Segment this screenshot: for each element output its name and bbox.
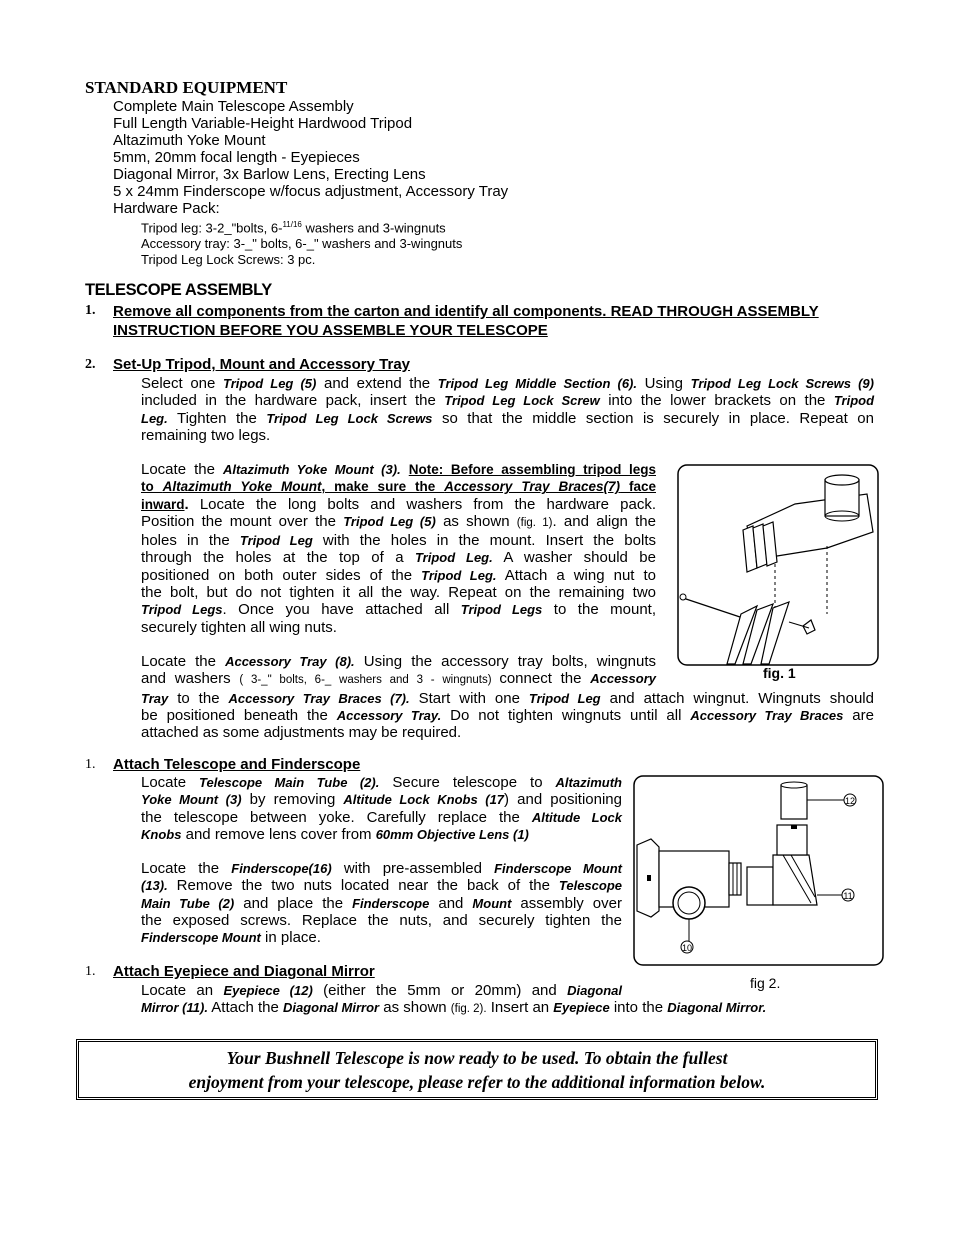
text: Tripod leg: 3-2_"bolts, 6-	[141, 220, 283, 236]
text-line: and washers ( 3-_" bolts, 6-_ washers and 3 - wingnuts) connect the Accessory	[141, 670, 656, 688]
text-line: inward. Locate the long bolts and washers from the hardware pack.	[141, 495, 656, 513]
text-line: securely tighten all wing nuts.	[141, 618, 337, 636]
list-item: Full Length Variable-Height Hardwood Tripod	[113, 115, 413, 132]
text-line: through the holes at the top of a Tripod Leg. A washer should be	[141, 549, 656, 567]
text-line: Select one Tripod Leg (5) and extend the Tripod Leg Middle Section (6). Using Tripod Leg Lock Screws (9)	[141, 375, 874, 392]
figure-1	[677, 464, 879, 666]
equipment-list	[113, 98, 508, 217]
step-number: 1.	[85, 964, 96, 979]
list-item: Complete Main Telescope Assembly	[113, 98, 354, 115]
callout-label: 10	[681, 943, 693, 953]
diagonal-eyepiece-illustration	[633, 775, 884, 966]
list-item: Altazimuth Yoke Mount	[113, 132, 266, 149]
text-line: Locate the Altazimuth Yoke Mount (3). Note: Before assembling tripod legs	[141, 461, 656, 478]
step-3-title: Attach Telescope and Finderscope	[113, 756, 361, 773]
text-line: Yoke Mount (3) by removing Altitude Lock Knobs (17) and positioning	[141, 791, 622, 809]
mount-paragraph	[141, 461, 656, 636]
figure-1-caption: fig. 1	[763, 665, 796, 681]
telescope-assembly-heading: TELESCOPE ASSEMBLY	[85, 281, 272, 299]
text-line: included in the hardware pack, insert the Tripod Leg Lock Screw into the lower brackets on the Tripod	[141, 392, 875, 410]
text-line: Knobs and remove lens cover from 60mm Objective Lens (1)	[141, 825, 529, 843]
text-line: the bolt, but do not tighten it all the way. Repeat on the remaining two	[141, 584, 656, 602]
standard-equipment-heading: STANDARD EQUIPMENT	[85, 78, 288, 97]
text: washers and 3-wingnuts	[301, 220, 446, 236]
text-line: INSTRUCTION BEFORE YOU ASSEMBLE YOUR TELESCOPE	[113, 322, 548, 339]
figure-2	[633, 775, 884, 966]
text-line: Mirror (11). Attach the Diagonal Mirror as shown (fig. 2). Insert an Eyepiece into the Diagonal Mirror.	[141, 999, 767, 1017]
banner-line: Your Bushnell Telescope is now ready to be used. To obtain the fullest	[226, 1048, 728, 1068]
text-line: Locate the Finderscope(16) with pre-assembled Finderscope Mount	[141, 860, 622, 877]
step-number: 1.	[85, 757, 96, 772]
figure-2-caption: fig 2.	[750, 975, 781, 991]
text-line: Remove all components from the carton and identify all components. READ THROUGH ASSEMBLY	[113, 303, 819, 320]
list-item: Diagonal Mirror, 3x Barlow Lens, Erecting Lens	[113, 166, 426, 183]
text-line: Tripod Legs. Once you have attached all Tripod Legs to the mount,	[141, 601, 657, 619]
callout-label: 11	[843, 891, 853, 901]
banner-line: enjoyment from your telescope, please refer to the additional information below.	[188, 1072, 766, 1092]
eyepiece-paragraph	[141, 982, 874, 1019]
tripod-paragraph	[141, 375, 874, 444]
text-line: be positioned beneath the Accessory Tray. Do not tighten wingnuts until all Accessory Tray Braces are	[141, 706, 874, 724]
telescope-paragraph	[141, 774, 622, 843]
text-line: holes in the Tripod Leg with the holes in the mount. Insert the bolts	[141, 532, 656, 550]
text-line: remaining two legs.	[141, 426, 271, 444]
text-line: the exposed screws. Replace the nuts, and securely tighten the	[141, 911, 622, 929]
text-line: the telescope between yoke. Carefully replace the Altitude Lock	[141, 808, 622, 826]
step-number: 1.	[85, 303, 96, 318]
text-line: positioned on both outer sides of the Tripod Leg. Attach a wing nut to	[141, 566, 656, 584]
list-item: Accessory tray: 3-_" bolts, 6-_" washers and 3-wingnuts	[141, 236, 463, 252]
accessory-tray-paragraph	[141, 653, 874, 741]
fraction: 11/16	[282, 220, 302, 229]
list-item	[141, 217, 462, 236]
list-item: Hardware Pack:	[113, 200, 220, 217]
text-line: Position the mount over the Tripod Leg (5) as shown (fig. 1). and align the	[141, 512, 656, 530]
text-line: to Altazimuth Yoke Mount, make sure the Accessory Tray Braces(7) face	[141, 479, 656, 495]
ready-banner	[76, 1039, 878, 1100]
step-1-text	[113, 302, 819, 340]
text-line: Tray to the Accessory Tray Braces (7). Start with one Tripod Leg and attach wingnut. Wingnuts should	[141, 689, 874, 707]
text-line: attached as some adjustments may be required.	[141, 724, 462, 742]
step-number: 2.	[85, 357, 96, 372]
banner-text	[79, 1042, 875, 1094]
text-line: (13). Remove the two nuts located near the back of the Telescope	[141, 877, 622, 895]
step-4-title: Attach Eyepiece and Diagonal Mirror	[113, 963, 375, 980]
tripod-mount-illustration	[677, 464, 879, 666]
list-item: 5 x 24mm Finderscope w/focus adjustment, Accessory Tray	[113, 183, 509, 200]
text-line: Main Tube (2) and place the Finderscope and Mount assembly over	[141, 894, 622, 912]
text-line: Locate an Eyepiece (12) (either the 5mm or 20mm) and Diagonal	[141, 982, 622, 999]
text-line: Locate the Accessory Tray (8). Using the accessory tray bolts, wingnuts	[141, 653, 656, 670]
finderscope-paragraph	[141, 860, 622, 946]
step-2-title: Set-Up Tripod, Mount and Accessory Tray	[113, 356, 410, 373]
text-line: Leg. Tighten the Tripod Leg Lock Screws so that the middle section is securely in place. Repeat on	[141, 409, 874, 427]
callout-label: 12	[844, 796, 856, 806]
hardware-list	[141, 217, 462, 268]
list-item: 5mm, 20mm focal length - Eyepieces	[113, 149, 360, 166]
text-line: Finderscope Mount in place.	[141, 929, 321, 947]
text-line: Locate Telescope Main Tube (2). Secure telescope to Altazimuth	[141, 774, 622, 791]
list-item: Tripod Leg Lock Screws: 3 pc.	[141, 252, 316, 268]
